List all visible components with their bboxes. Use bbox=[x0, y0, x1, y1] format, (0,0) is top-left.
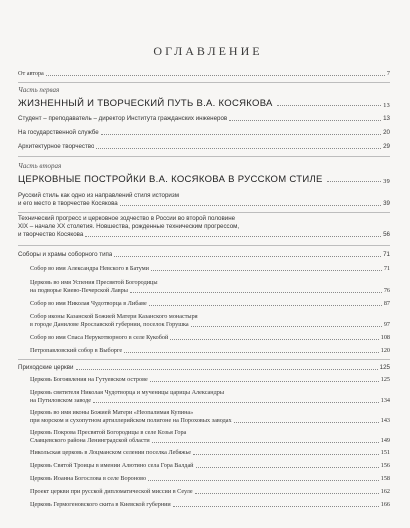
entry-page: 108 bbox=[380, 334, 390, 341]
entry-text-line: при морском и сухопутном артиллерийском полигоне на Пороховых заводах bbox=[30, 417, 232, 424]
divider bbox=[18, 82, 390, 83]
leader-dots bbox=[277, 105, 382, 106]
entry-text-line: на Путиловском заводе bbox=[30, 397, 92, 404]
leader-dots bbox=[151, 270, 382, 271]
leader-dots bbox=[76, 369, 378, 370]
entry-text: Церковь Святой Троицы в имении Алютино села Гора Валдай bbox=[30, 462, 194, 469]
entry-page: 39 bbox=[383, 200, 390, 207]
leader-dots bbox=[149, 305, 382, 306]
part1-title[interactable] bbox=[18, 98, 390, 109]
entry-page: 143 bbox=[380, 417, 390, 424]
leader-dots bbox=[196, 467, 379, 468]
entry-text-line: Технический прогресс и церковное зодчество в России во второй половине bbox=[18, 215, 236, 222]
entry-page: 151 bbox=[380, 449, 390, 456]
divider bbox=[18, 359, 390, 360]
entry-page: 87 bbox=[383, 300, 390, 307]
part2-title[interactable] bbox=[18, 174, 390, 185]
toc-entry[interactable] bbox=[30, 347, 390, 355]
entry-text: Собор во имя Александра Невского в Батуми bbox=[30, 265, 149, 272]
toc-entry[interactable] bbox=[18, 115, 390, 123]
toc-entry[interactable] bbox=[18, 129, 390, 137]
leader-dots bbox=[191, 326, 382, 327]
entry-page: 56 bbox=[383, 231, 390, 238]
entry-text-line: Церковь во имя Успения Пресвятой Богородицы bbox=[30, 279, 158, 286]
toc-entry[interactable] bbox=[30, 300, 390, 308]
divider bbox=[18, 156, 390, 157]
toc-entry[interactable] bbox=[30, 265, 390, 273]
entry-text: От автора bbox=[18, 70, 44, 77]
toc-entry[interactable] bbox=[30, 389, 390, 405]
leader-dots bbox=[170, 339, 378, 340]
entry-text-line: XIX – начале XX столетия. Новшества, рожденные техническим прогрессом, bbox=[18, 223, 240, 230]
entry-text: Соборы и храмы соборного типа bbox=[18, 251, 113, 258]
entry-text: Проект церкви при русской дипломатической миссии в Сеуле bbox=[30, 488, 193, 495]
leader-dots bbox=[173, 506, 379, 507]
entry-text: На государственной службе bbox=[18, 129, 99, 136]
entry-page: 149 bbox=[380, 437, 390, 444]
entry-text-line: Церковь Покрова Пресвятой Богородицы в селе Козья Гора bbox=[30, 429, 187, 436]
divider bbox=[18, 212, 390, 213]
divider bbox=[18, 245, 390, 246]
entry-text-line: Церковь святителя Николая Чудотворца и мученицы царицы Александры bbox=[30, 389, 225, 396]
leader-dots bbox=[130, 292, 382, 293]
entry-page: 71 bbox=[383, 251, 390, 258]
toc-entry[interactable] bbox=[30, 488, 390, 496]
toc-entry[interactable] bbox=[30, 409, 390, 425]
leader-dots bbox=[96, 148, 381, 149]
toc-entry[interactable] bbox=[30, 449, 390, 457]
section-heading-prihod[interactable] bbox=[18, 364, 390, 372]
leader-dots bbox=[93, 402, 379, 403]
toc-entry[interactable] bbox=[18, 143, 390, 151]
toc-entry[interactable] bbox=[30, 501, 390, 509]
leader-dots bbox=[327, 181, 382, 182]
entry-page: 39 bbox=[383, 178, 390, 185]
leader-dots bbox=[150, 381, 379, 382]
leader-dots bbox=[124, 352, 379, 353]
entry-text: Церковь Иоанна Богослова в селе Вороново bbox=[30, 475, 147, 482]
entry-text-line: на подворье Киево-Печерской Лавры bbox=[30, 287, 128, 294]
leader-dots bbox=[101, 134, 381, 135]
entry-text: Архитектурное творчество bbox=[18, 143, 95, 150]
entry-text: Петропавловский собор в Выборге bbox=[30, 347, 123, 354]
entry-text-line: Славцевского района Ленинградской области bbox=[30, 437, 150, 444]
entry-page: 97 bbox=[383, 321, 390, 328]
entry-page: 166 bbox=[380, 501, 390, 508]
entry-text-line: Собор иконы Казанской Божией Матери Казанского монастыря bbox=[30, 313, 198, 320]
part1-label: Часть первая bbox=[18, 86, 60, 94]
entry-page: 125 bbox=[380, 376, 390, 383]
entry-page: 162 bbox=[380, 488, 390, 495]
entry-page: 76 bbox=[383, 287, 390, 294]
entry-text: Собор во имя Николая Чудотворца в Либаве bbox=[30, 300, 147, 307]
leader-dots bbox=[114, 256, 381, 257]
entry-text: Собор во имя Спаса Нерукотворного в селе Кукобой bbox=[30, 334, 169, 341]
entry-text-line: Русский стиль как одно из направлений стиля историзм bbox=[18, 192, 179, 199]
part2-label: Часть вторая bbox=[18, 162, 62, 170]
entry-text: Студент – преподаватель – директор Института гражданских инженеров bbox=[18, 115, 228, 122]
leader-dots bbox=[152, 442, 379, 443]
toc-entry[interactable] bbox=[30, 475, 390, 483]
leader-dots bbox=[148, 480, 379, 481]
leader-dots bbox=[85, 236, 381, 237]
entry-page: 29 bbox=[383, 143, 390, 150]
entry-text-line: Церковь во имя иконы Божией Матери «Неопалимая Купина» bbox=[30, 409, 194, 416]
toc-entry[interactable] bbox=[30, 334, 390, 342]
leader-dots bbox=[193, 454, 379, 455]
entry-page: 125 bbox=[379, 364, 390, 371]
entry-text-line: и его место в творчестве Косякова bbox=[18, 200, 118, 207]
page-title: ОГЛАВЛЕНИЕ bbox=[153, 44, 263, 58]
toc-entry[interactable] bbox=[30, 462, 390, 470]
toc-entry[interactable] bbox=[18, 192, 390, 208]
leader-dots bbox=[234, 422, 379, 423]
leader-dots bbox=[229, 120, 381, 121]
entry-page: 13 bbox=[383, 102, 390, 109]
toc-entry[interactable] bbox=[18, 215, 390, 239]
entry-text-line: в городе Данилове Ярославской губернии, поселок Горушка bbox=[30, 321, 189, 328]
part-title-text: ЖИЗНЕННЫЙ И ТВОРЧЕСКИЙ ПУТЬ В.А. КОСЯКОВА bbox=[18, 98, 273, 109]
entry-page: 134 bbox=[380, 397, 390, 404]
entry-text: Церковь Богоявления на Гутуевском острове bbox=[30, 376, 148, 383]
toc-entry-intro[interactable] bbox=[18, 70, 390, 78]
leader-dots bbox=[195, 493, 379, 494]
entry-page: 71 bbox=[383, 265, 390, 272]
entry-page: 158 bbox=[380, 475, 390, 482]
entry-page: 20 bbox=[383, 129, 390, 136]
leader-dots bbox=[46, 75, 385, 76]
section-heading-sobor[interactable] bbox=[18, 251, 390, 259]
toc-entry[interactable] bbox=[30, 376, 390, 384]
entry-page: 156 bbox=[380, 462, 390, 469]
entry-text: Никольская церковь в Лоцманском селении поселка Лебяжье bbox=[30, 449, 192, 456]
entry-page: 13 bbox=[383, 115, 390, 122]
entry-text-line: и творчество Косякова bbox=[18, 231, 84, 238]
leader-dots bbox=[120, 205, 381, 206]
entry-page: 7 bbox=[386, 70, 390, 77]
toc-entry[interactable] bbox=[30, 313, 390, 329]
toc-entry[interactable] bbox=[30, 279, 390, 295]
entry-page: 120 bbox=[380, 347, 390, 354]
contents-page bbox=[18, 0, 398, 528]
toc-entry[interactable] bbox=[30, 429, 390, 445]
part-title-text: ЦЕРКОВНЫЕ ПОСТРОЙКИ В.А. КОСЯКОВА В РУССКОМ СТИЛЕ bbox=[18, 174, 323, 185]
entry-text: Приходские церкви bbox=[18, 364, 74, 371]
entry-text: Церковь Гермогеновского скита в Киевской губернии bbox=[30, 501, 171, 508]
